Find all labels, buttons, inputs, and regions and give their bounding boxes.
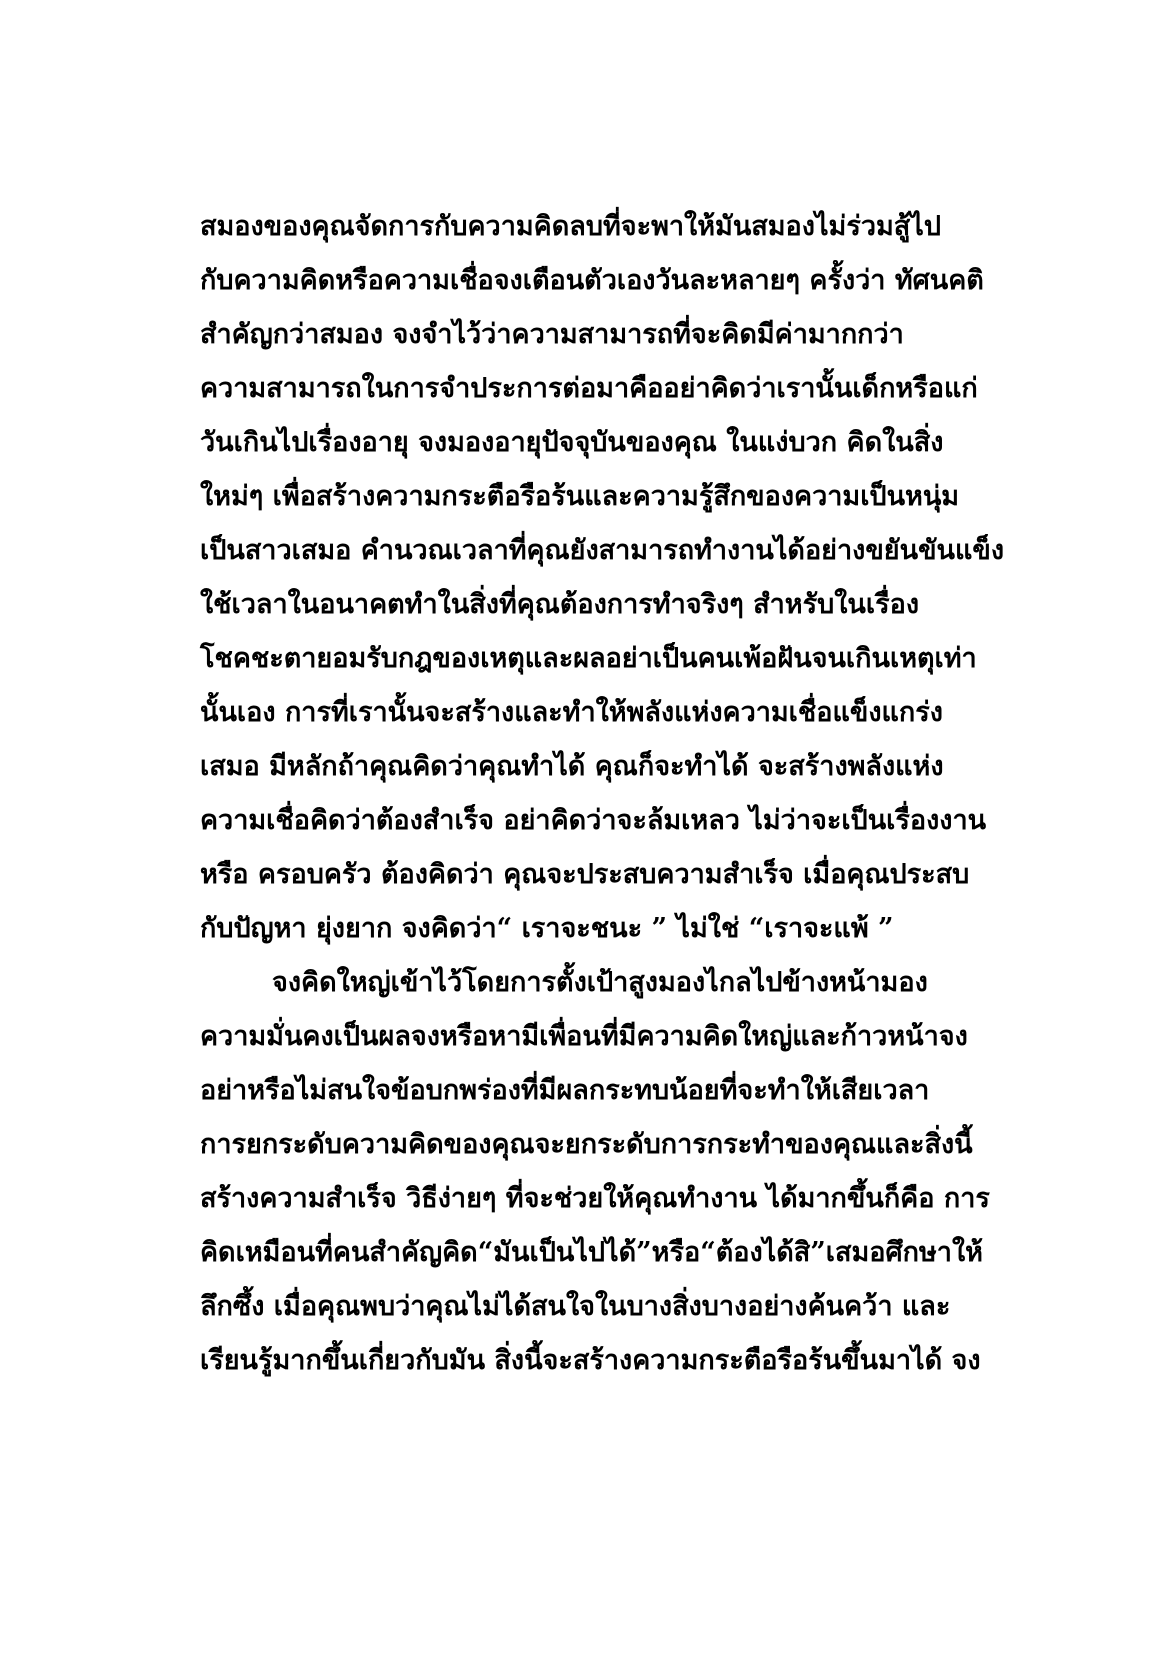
text-line: ความเชื่อคิดว่าต้องสำเร็จ อย่าคิดว่าจะล้มเหลว ไม่ว่าจะเป็นเรื่องงาน (200, 805, 987, 836)
text-line: เรียนรู้มากขึ้นเกี่ยวกับมัน สิ่งนี้จะสร้างความกระตือรือร้นขึ้นมาได้ จง (200, 1345, 981, 1376)
text-line: สมองของคุณจัดการกับความคิดลบที่จะพาให้มันสมองไม่ร่วมสู้ไป (200, 211, 941, 242)
text-line: กับความคิดหรือความเชื่อจงเตือนตัวเองวันละหลายๆ ครั้งว่า ทัศนคติ (200, 265, 984, 296)
body-text (200, 200, 1005, 1388)
text-line: สร้างความสำเร็จ วิธีง่ายๆ ที่จะช่วยให้คุณทำงาน ได้มากขึ้นก็คือ การ (200, 1183, 990, 1214)
text-line: กับปัญหา ยุ่งยาก จงคิดว่า“ เราจะชนะ ” ไม่ใช่ “เราจะแพ้ ” (200, 913, 894, 944)
text-line: โชคชะตายอมรับกฎของเหตุและผลอย่าเป็นคนเพ้อฝันจนเกินเหตุเท่า (200, 643, 977, 674)
text-line: วันเกินไปเรื่องอายุ จงมองอายุปัจจุบันของคุณ ในแง่บวก คิดในสิ่ง (200, 427, 944, 458)
text-line: หรือ ครอบครัว ต้องคิดว่า คุณจะประสบความสำเร็จ เมื่อคุณประสบ (200, 859, 970, 890)
text-line: นั้นเอง การที่เรานั้นจะสร้างและทำให้พลังแห่งความเชื่อแข็งแกร่ง (200, 697, 943, 728)
text-line: คิดเหมือนที่คนสำคัญคิด“มันเป็นไปได้”หรือ“ต้องได้สิ”เสมอศึกษาให้ (200, 1237, 983, 1268)
text-line: ความสามารถในการจำประการต่อมาคืออย่าคิดว่าเรานั้นเด็กหรือแก่ (200, 373, 978, 404)
text-line: ความมั่นคงเป็นผลจงหรือหามีเพื่อนที่มีความคิดใหญ่และก้าวหน้าจง (200, 1021, 968, 1052)
text-line: สำคัญกว่าสมอง จงจำไว้ว่าความสามารถที่จะคิดมีค่ามากกว่า (200, 319, 904, 350)
text-line: ใช้เวลาในอนาคตทำในสิ่งที่คุณต้องการทำจริงๆ สำหรับในเรื่อง (200, 589, 920, 620)
paragraph-start-line: จงคิดใหญ่เข้าไว้โดยการตั้งเป้าสูงมองไกลไปข้างหน้ามอง (272, 967, 928, 998)
text-line: เป็นสาวเสมอ คำนวณเวลาที่คุณยังสามารถทำงานได้อย่างขยันขันแข็ง (200, 535, 1005, 566)
text-line: อย่าหรือไม่สนใจข้อบกพร่องที่มีผลกระทบน้อยที่จะทำให้เสียเวลา (200, 1075, 930, 1106)
text-line: ใหม่ๆ เพื่อสร้างความกระตือรือร้นและความรู้สึกของความเป็นหนุ่ม (200, 481, 960, 512)
text-line: เสมอ มีหลักถ้าคุณคิดว่าคุณทำได้ คุณก็จะทำได้ จะสร้างพลังแห่ง (200, 751, 944, 782)
text-line: การยกระดับความคิดของคุณจะยกระดับการกระทำของคุณและสิ่งนี้ (200, 1129, 973, 1160)
text-line: ลึกซึ้ง เมื่อคุณพบว่าคุณไม่ได้สนใจในบางสิ่งบางอย่างค้นคว้า และ (200, 1291, 951, 1322)
